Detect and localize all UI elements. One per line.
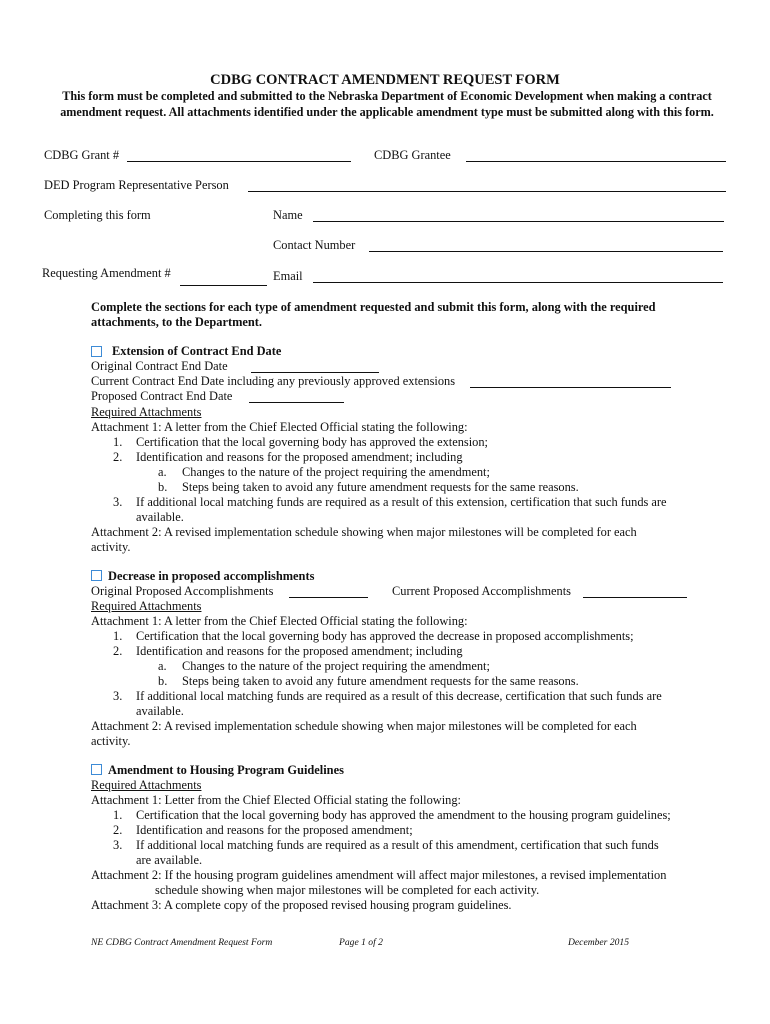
ded-rep-label: DED Program Representative Person — [44, 178, 229, 192]
s3-num-2: 2. — [113, 823, 123, 837]
section3-attachment2: Attachment 2: If the housing program guidelines amendment will affect major milestones, a revised implementation — [91, 868, 667, 882]
s2-num-3: 3. — [113, 689, 123, 703]
section3-attachment3: Attachment 3: A complete copy of the proposed revised housing program guidelines. — [91, 898, 512, 912]
completing-label: Completing this form — [44, 208, 151, 222]
s3-num-1: 1. — [113, 808, 123, 822]
s1-item-2: Identification and reasons for the proposed amendment; including — [136, 450, 463, 464]
s2-num-1: 1. — [113, 629, 123, 643]
s3-item-2: Identification and reasons for the proposed amendment; — [136, 823, 413, 837]
section3-attachment2-cont: schedule showing when major milestones will be completed for each activity. — [155, 883, 540, 897]
section1-attachment2: Attachment 2: A revised implementation schedule showing when major milestones will be completed for each — [91, 525, 637, 539]
grantee-field[interactable] — [466, 161, 726, 162]
form-title: CDBG CONTRACT AMENDMENT REQUEST FORM — [210, 72, 560, 88]
requesting-amendment-label: Requesting Amendment # — [42, 266, 171, 280]
s2-sub-a: Changes to the nature of the project requiring the amendment; — [182, 659, 490, 673]
instruction-text — [91, 300, 691, 330]
original-accomplishments-label: Original Proposed Accomplishments — [91, 584, 274, 598]
s2-letter-a: a. — [158, 659, 167, 673]
section1-attachment2-cont: activity. — [91, 540, 131, 554]
contact-field[interactable] — [369, 251, 723, 252]
s2-item-1: Certification that the local governing body has approved the decrease in proposed accomplishments; — [136, 629, 634, 643]
section2-required-attachments: Required Attachments — [91, 599, 202, 613]
s2-sub-b: Steps being taken to avoid any future amendment requests for the same reasons. — [182, 674, 579, 688]
s2-item-3: If additional local matching funds are required as a result of this decrease, certification that such funds are — [136, 689, 662, 703]
s1-sub-a: Changes to the nature of the project requiring the amendment; — [182, 465, 490, 479]
s3-item-1: Certification that the local governing body has approved the amendment to the housing program guidelines; — [136, 808, 671, 822]
s1-item-3: If additional local matching funds are required as a result of this extension, certification that such funds are — [136, 495, 667, 509]
s1-num-1: 1. — [113, 435, 123, 449]
section1-required-attachments: Required Attachments — [91, 405, 202, 419]
email-field[interactable] — [313, 282, 723, 283]
s1-num-3: 3. — [113, 495, 123, 509]
original-end-date-field[interactable] — [251, 372, 379, 373]
proposed-end-date-label: Proposed Contract End Date — [91, 389, 233, 403]
section3-required-attachments: Required Attachments — [91, 778, 202, 792]
name-label: Name — [273, 208, 303, 222]
housing-guidelines-checkbox[interactable] — [91, 764, 102, 775]
name-field[interactable] — [313, 221, 724, 222]
form-intro: This form must be completed and submitted to the Nebraska Department of Economic Development when making a contract amendment request. All attachments identified under the applicable amendment type must be submitted along with this form. — [60, 89, 714, 119]
decrease-checkbox[interactable] — [91, 570, 102, 581]
s2-letter-b: b. — [158, 674, 168, 688]
ded-rep-field[interactable] — [248, 191, 726, 192]
footer-date: December 2015 — [568, 937, 630, 948]
grant-label: CDBG Grant # — [44, 148, 120, 162]
s2-item-2: Identification and reasons for the proposed amendment; including — [136, 644, 463, 658]
s1-letter-b: b. — [158, 480, 168, 494]
s1-num-2: 2. — [113, 450, 123, 464]
current-end-date-field[interactable] — [470, 387, 671, 388]
s1-item-1: Certification that the local governing body has approved the extension; — [136, 435, 489, 449]
extension-checkbox[interactable] — [91, 346, 102, 357]
s1-letter-a: a. — [158, 465, 167, 479]
original-accomplishments-field[interactable] — [289, 597, 368, 598]
s3-item-3: If additional local matching funds are required as a result of this amendment, certification that such funds — [136, 838, 659, 852]
footer-page-number: Page 1 of 2 — [339, 937, 383, 948]
section3-attachment1: Attachment 1: Letter from the Chief Elected Official stating the following: — [91, 793, 462, 807]
current-accomplishments-field[interactable] — [583, 597, 687, 598]
proposed-end-date-field[interactable] — [249, 402, 344, 403]
email-label: Email — [273, 269, 303, 283]
instruction-paragraph: Complete the sections for each type of amendment requested and submit this form, along with the required attachments, to the Department. — [91, 300, 656, 329]
s3-num-3: 3. — [113, 838, 123, 852]
requesting-amendment-field[interactable] — [180, 285, 267, 286]
contact-label: Contact Number — [273, 238, 356, 252]
section2-attachment2: Attachment 2: A revised implementation schedule showing when major milestones will be completed for each — [91, 719, 637, 733]
footer-form-name: NE CDBG Contract Amendment Request Form — [91, 937, 273, 948]
section1-attachment1: Attachment 1: A letter from the Chief Elected Official stating the following: — [91, 420, 468, 434]
s1-item-3-cont: available. — [136, 510, 184, 524]
section2-attachment1: Attachment 1: A letter from the Chief Elected Official stating the following: — [91, 614, 468, 628]
section1-heading: Extension of Contract End Date — [112, 344, 282, 358]
grant-field[interactable] — [127, 161, 351, 162]
s3-item-3-cont: are available. — [136, 853, 203, 867]
section2-attachment2-cont: activity. — [91, 734, 131, 748]
section3-heading: Amendment to Housing Program Guidelines — [108, 763, 344, 777]
current-end-date-label: Current Contract End Date including any previously approved extensions — [91, 374, 456, 388]
current-accomplishments-label: Current Proposed Accomplishments — [392, 584, 571, 598]
s2-num-2: 2. — [113, 644, 123, 658]
section2-heading: Decrease in proposed accomplishments — [108, 569, 315, 583]
s2-item-3-cont: available. — [136, 704, 184, 718]
grantee-label: CDBG Grantee — [374, 148, 451, 162]
s1-sub-b: Steps being taken to avoid any future amendment requests for the same reasons. — [182, 480, 579, 494]
original-end-date-label: Original Contract End Date — [91, 359, 228, 373]
